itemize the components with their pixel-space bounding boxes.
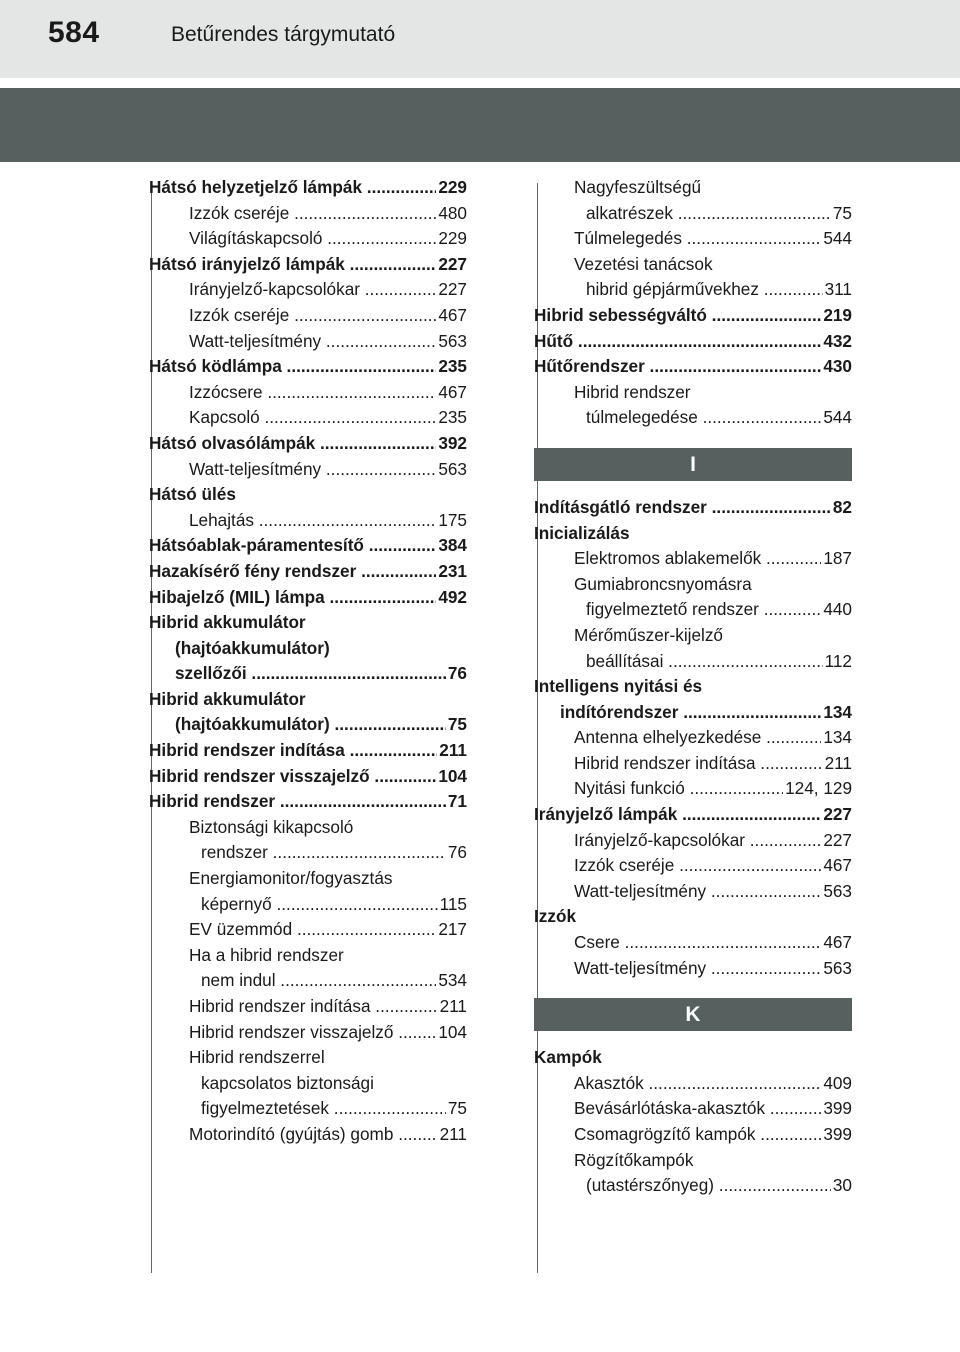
index-entry-text: Nagyfeszültségű: [574, 177, 702, 197]
header-band: [0, 88, 960, 162]
index-entry-page: 30: [831, 1173, 852, 1199]
index-entry-page: 76: [446, 840, 467, 866]
index-entry: [149, 943, 467, 969]
index-entry: [534, 725, 852, 751]
index-entry-page: 227: [436, 277, 467, 303]
index-entry-text: Izzók cseréje .....: [574, 855, 852, 875]
index-entry-page: 211: [438, 1122, 467, 1148]
index-entry: [534, 405, 852, 431]
index-entry-text: Irányjelző-kapcsolókar .....: [574, 830, 852, 850]
index-entry-page: 227: [821, 828, 852, 854]
index-entry-page: 76: [446, 661, 467, 687]
index-entry-text: Hátsó olvasólámpák .....: [149, 433, 467, 453]
index-entry-text: Inicializálás: [534, 522, 630, 543]
page-number: 584: [48, 16, 100, 49]
index-entry: [149, 687, 467, 713]
index-entry: [149, 661, 467, 687]
index-entry-text: Bevásárlótáska-akasztók .....: [574, 1098, 852, 1118]
index-entry-page: 432: [821, 329, 852, 355]
index-entry-text: Világításkapcsoló .....: [189, 228, 467, 248]
index-entry-text: Izzócsere .....: [189, 382, 467, 402]
index-entry-text: Hibrid rendszer visszajelző .....: [189, 1022, 467, 1042]
index-entry-text: Watt-teljesítmény .....: [189, 459, 467, 479]
index-entry-text: rendszer .....: [201, 842, 467, 862]
index-entry-page: 392: [436, 431, 467, 457]
index-entry-page: 384: [436, 533, 467, 559]
index-entry: [149, 610, 467, 636]
index-group-i: [534, 495, 852, 981]
index-entry-page: 311: [823, 277, 852, 303]
index-entry-page: 563: [821, 879, 852, 905]
index-entry-text: Rögzítőkampók: [574, 1149, 694, 1170]
index-entry: [534, 380, 852, 406]
index-entry-text: Izzók cseréje .....: [189, 203, 467, 223]
index-entry-text: Watt-teljesítmény .....: [189, 331, 467, 351]
index-entry-text: Hűtő .....: [534, 331, 852, 351]
index-entry-text: Hátsó irányjelző lámpák .....: [149, 254, 467, 274]
index-entry-text: Elektromos ablakemelők .....: [574, 548, 852, 568]
index-entry-text: Csomagrögzítő kampók .....: [574, 1124, 852, 1144]
index-entry: [149, 1020, 467, 1046]
index-entry-text: Biztonsági kikapcsoló: [189, 816, 354, 837]
index-entry: [534, 930, 852, 956]
index-entry: [534, 201, 852, 227]
index-entry-page: 430: [821, 354, 852, 380]
index-entry-page: 467: [821, 930, 852, 956]
index-entry: [534, 597, 852, 623]
index-entry: [149, 968, 467, 994]
index-entry-page: 104: [436, 1020, 467, 1046]
index-entry-text: Hibrid sebességváltó .....: [534, 305, 852, 325]
index-entry-page: 115: [438, 892, 467, 918]
index-entry: [149, 636, 467, 662]
index-entry-page: 134: [821, 700, 852, 726]
index-entry-text: Hibrid rendszer indítása .....: [149, 740, 467, 760]
index-entry: [534, 1122, 852, 1148]
index-entry-page: 187: [821, 546, 852, 572]
index-entry-text: szellőzői .....: [175, 663, 467, 683]
index-entry: [149, 815, 467, 841]
index-entry-text: Hátsó ködlámpa .....: [149, 356, 467, 376]
index-entry-page: 440: [821, 597, 852, 623]
index-entry-text: Hátsó helyzetjelző lámpák .....: [149, 177, 467, 197]
index-entry-text: Hátsó ülés: [149, 484, 236, 505]
index-entry: [534, 828, 852, 854]
index-entry-text: Motorindító (gyújtás) gomb .....: [189, 1124, 467, 1144]
index-entry: [534, 1045, 852, 1071]
header-bar: [0, 0, 960, 78]
index-entry-text: (hajtóakkumulátor) .....: [175, 714, 467, 734]
index-entry-text: alkatrészek .....: [586, 203, 852, 223]
index-entry: [534, 776, 852, 802]
index-entry-page: 399: [821, 1096, 852, 1122]
index-entry: [534, 354, 852, 380]
index-entry-text: túlmelegedése .....: [586, 407, 852, 427]
index-entry-page: 227: [821, 802, 852, 828]
index-entry: [149, 201, 467, 227]
index-entry-page: 227: [436, 252, 467, 278]
index-group-k: [534, 1045, 852, 1199]
index-entry-text: Kapcsoló .....: [189, 407, 467, 427]
index-entry-page: 75: [446, 712, 467, 738]
index-entry-text: Izzók cseréje .....: [189, 305, 467, 325]
index-entry-text: Hibrid rendszer indítása .....: [574, 753, 852, 773]
index-entry: [534, 329, 852, 355]
index-entry-text: Ha a hibrid rendszer: [189, 944, 344, 965]
index-entry-text: Hibajelző (MIL) lámpa .....: [149, 587, 467, 607]
index-entry-page: 82: [831, 495, 852, 521]
index-entry-text: Hibrid rendszerrel: [189, 1047, 325, 1068]
index-entry-text: nem indul .....: [201, 970, 467, 990]
index-entry: [534, 956, 852, 982]
index-entry: [149, 764, 467, 790]
index-entry-page: 544: [821, 226, 852, 252]
index-entry: [534, 853, 852, 879]
index-entry: [149, 457, 467, 483]
index-entry: [534, 572, 852, 598]
index-entry: [149, 994, 467, 1020]
index-entry-page: 71: [446, 789, 467, 815]
index-entry-text: Vezetési tanácsok: [574, 253, 713, 274]
index-entry-text: Hibrid akkumulátor: [149, 612, 306, 633]
index-entry: [534, 252, 852, 278]
index-entry-text: Indításgátló rendszer .....: [534, 497, 852, 517]
index-entry: [149, 252, 467, 278]
index-entry: [149, 1071, 467, 1097]
index-entry: [534, 623, 852, 649]
index-entry: [149, 175, 467, 201]
index-entry: [534, 1071, 852, 1097]
index-entry-page: 219: [821, 303, 852, 329]
index-entry-page: 175: [436, 508, 467, 534]
index-entry-text: Hibrid rendszer .....: [149, 791, 467, 811]
index-entry-text: Akasztók .....: [574, 1073, 852, 1093]
index-entry: [149, 226, 467, 252]
index-column-left: [149, 175, 467, 1148]
index-entry: [149, 329, 467, 355]
index-entry: [534, 495, 852, 521]
index-entry-page: 235: [436, 405, 467, 431]
index-entry-page: 399: [821, 1122, 852, 1148]
index-entry: [534, 802, 852, 828]
index-entry: [534, 674, 852, 700]
index-entry: [149, 559, 467, 585]
index-entry-page: 112: [823, 649, 852, 675]
index-entry: [534, 649, 852, 675]
index-entry: [149, 533, 467, 559]
index-entry-text: indítórendszer .....: [560, 702, 852, 722]
index-entry: [534, 303, 852, 329]
index-entry-text: Izzók: [534, 906, 577, 927]
index-entry: [534, 277, 852, 303]
index-entry: [149, 1096, 467, 1122]
index-entry-page: 229: [436, 226, 467, 252]
index-entry-text: Csere .....: [574, 932, 852, 952]
index-entry-text: Antenna elhelyezkedése .....: [574, 727, 852, 747]
index-entry-page: 229: [436, 175, 467, 201]
index-entry-text: Hibrid akkumulátor: [149, 688, 306, 709]
index-entry-page: 124, 129: [783, 776, 852, 802]
index-entry: [534, 175, 852, 201]
page-title: Betűrendes tárgymutató: [171, 23, 396, 46]
index-entry: [534, 1096, 852, 1122]
index-entry-text: hibrid gépjárművekhez .....: [586, 279, 852, 299]
index-entry-text: EV üzemmód .....: [189, 919, 467, 939]
index-entry: [149, 917, 467, 943]
index-entry-page: 467: [436, 380, 467, 406]
index-column-right: [534, 175, 852, 1199]
index-entry-page: 231: [436, 559, 467, 585]
index-entry-page: 134: [821, 725, 852, 751]
index-entry-page: 467: [436, 303, 467, 329]
index-entry-text: Nyitási funkció .....: [574, 778, 852, 798]
index-entry-text: képernyő .....: [201, 894, 467, 914]
index-entry: [534, 700, 852, 726]
index-entry-text: Irányjelző-kapcsolókar .....: [189, 279, 467, 299]
index-entry: [149, 712, 467, 738]
index-entry: [534, 546, 852, 572]
index-entry-text: Gumiabroncsnyomásra: [574, 573, 752, 594]
index-entry: [534, 1148, 852, 1174]
index-entry: [149, 354, 467, 380]
index-entry-page: 534: [436, 968, 467, 994]
index-entry-text: Hűtőrendszer .....: [534, 356, 852, 376]
index-entry: [149, 482, 467, 508]
index-entry: [149, 892, 467, 918]
index-entry: [149, 1122, 467, 1148]
index-entry: [149, 277, 467, 303]
index-entry: [534, 751, 852, 777]
index-entry-text: Túlmelegedés .....: [574, 228, 852, 248]
index-entry-page: 211: [823, 751, 852, 777]
index-entry-text: figyelmeztetések .....: [201, 1098, 467, 1118]
index-entry-page: 467: [821, 853, 852, 879]
index-entry-page: 563: [436, 457, 467, 483]
index-entry: [149, 585, 467, 611]
index-entry: [149, 303, 467, 329]
index-entry-page: 75: [831, 201, 852, 227]
index-entry-page: 492: [436, 585, 467, 611]
index-entry-page: 563: [821, 956, 852, 982]
index-entry: [149, 738, 467, 764]
index-entry: [149, 405, 467, 431]
index-entry-text: Kampók: [534, 1047, 602, 1068]
index-entry: [149, 508, 467, 534]
index-entry: [534, 1173, 852, 1199]
index-entry-text: Hibrid rendszer: [574, 381, 691, 402]
index-entry-page: 563: [436, 329, 467, 355]
index-entry-text: Watt-teljesítmény .....: [574, 881, 852, 901]
index-entry-text: Mérőműszer-kijelző: [574, 624, 723, 645]
section-header-k: K: [534, 998, 852, 1031]
index-entry-text: beállításai .....: [586, 651, 852, 671]
index-entry: [149, 1045, 467, 1071]
index-entry-text: Hibrid rendszer visszajelző .....: [149, 766, 467, 786]
index-entry-text: Hibrid rendszer indítása .....: [189, 996, 467, 1016]
index-entry-text: figyelmeztető rendszer .....: [586, 599, 852, 619]
index-entry: [149, 789, 467, 815]
index-entry-page: 75: [446, 1096, 467, 1122]
index-entry-page: 104: [436, 764, 467, 790]
index-entry-text: Hátsóablak-páramentesítő .....: [149, 535, 467, 555]
index-entry-text: Watt-teljesítmény .....: [574, 958, 852, 978]
index-entry-text: Hazakísérő fény rendszer .....: [149, 561, 467, 581]
index-entry-page: 217: [436, 917, 467, 943]
index-entry: [534, 226, 852, 252]
index-entry-page: 211: [438, 994, 467, 1020]
index-entry-page: 409: [821, 1071, 852, 1097]
index-entry-text: kapcsolatos biztonsági: [201, 1072, 374, 1093]
index-group-h-continued: [534, 175, 852, 431]
index-entry: [149, 840, 467, 866]
section-header-i: I: [534, 448, 852, 481]
index-entry-text: (utastérszőnyeg) .....: [586, 1175, 852, 1195]
index-entry-page: 480: [436, 201, 467, 227]
index-entry: [534, 521, 852, 547]
index-entry: [534, 904, 852, 930]
index-entry-text: Energiamonitor/fogyasztás: [189, 868, 393, 889]
index-entry-text: Lehajtás .....: [189, 510, 467, 530]
index-entry-text: (hajtóakkumulátor): [175, 637, 330, 658]
index-entry: [149, 380, 467, 406]
index-entry: [149, 431, 467, 457]
index-entry-page: 211: [437, 738, 467, 764]
index-entry-page: 235: [436, 354, 467, 380]
index-entry-text: Intelligens nyitási és: [534, 676, 703, 697]
index-entry: [534, 879, 852, 905]
index-entry-page: 544: [821, 405, 852, 431]
index-entry-text: Irányjelző lámpák .....: [534, 804, 852, 824]
index-entry: [149, 866, 467, 892]
